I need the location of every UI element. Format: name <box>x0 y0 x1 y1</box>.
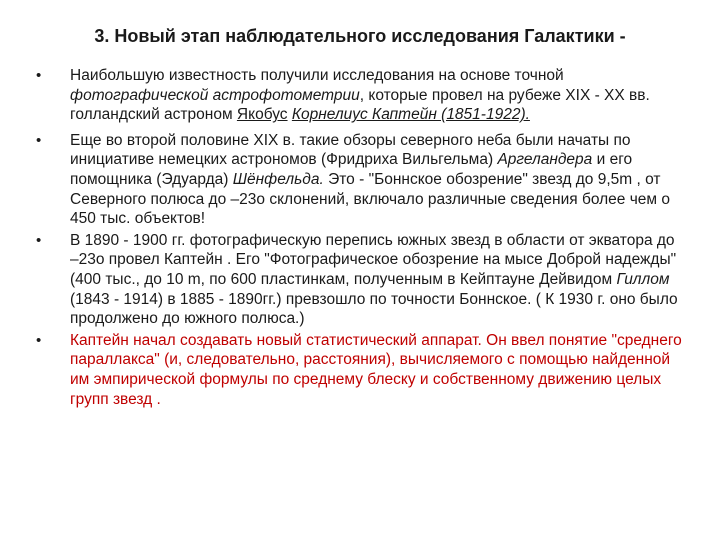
text-segment: и его помощника (Эдуарда) <box>70 151 633 188</box>
bullet-item-1 <box>36 66 686 125</box>
text-segment: Это - "Боннское обозрение" звезд до 9,5m , от Северного полюса до –23o склонений, включало различные сведения более чем о 450 тыс. объектов! <box>70 170 670 228</box>
bullet-marker: • <box>36 231 42 249</box>
bullet-marker: • <box>36 67 42 84</box>
text-segment: , которые провел на рубеже XIX - XX вв. голландский астроном <box>70 86 650 124</box>
text-segment: Якобус <box>236 106 288 124</box>
text-segment: Гиллом <box>616 270 670 288</box>
slide-title: 3. Новый этап наблюдательного исследования Галактики - <box>94 26 626 46</box>
bullet-marker: • <box>36 331 42 349</box>
bullet-item-2 <box>36 131 686 229</box>
bullet-list <box>36 66 686 409</box>
text-segment: Каптейн начал создавать новый статистический аппарат. Он ввел понятие "среднего параллакса" (и, следовательно, расстояния), вычисляемого с помощью найденной им эмпирической формулы по среднему блеску и собственному движению целых групп звезд . <box>70 331 682 408</box>
text-segment: Наибольшую известность получили исследования на основе точной <box>70 67 564 84</box>
text-segment: Еще во второй половине XIX в. такие обзоры северного неба были начаты по инициативе немецких астрономов (Фридриха Вильгельма) <box>70 131 631 169</box>
bullet-item-3 <box>36 231 686 329</box>
bullet-marker: • <box>36 131 42 149</box>
text-segment: В 1890 - 1900 гг. фотографическую перепись южных звезд в области от экватора до –23o провел Каптейн . Его "Фотографическое обозрение на мысе Доброй надежды" (400 тыс., до 10 m, по 600 пластинкам, полученным в Кейптауне Дейвидом <box>70 231 677 288</box>
text-segment: (1843 - 1914) в 1885 - 1890гг.) превзошло по точности Боннское. ( К 1930 г. оно было продолжено до южного полюса.) <box>70 290 678 328</box>
text-segment: Аргеландера <box>497 151 593 169</box>
text-segment: Шёнфельда. <box>232 170 324 188</box>
bullet-item-4 <box>36 331 686 409</box>
text-segment: фотографической астрофотометрии <box>70 86 360 104</box>
text-segment: Корнелиус Каптейн (1851-1922). <box>291 106 530 124</box>
